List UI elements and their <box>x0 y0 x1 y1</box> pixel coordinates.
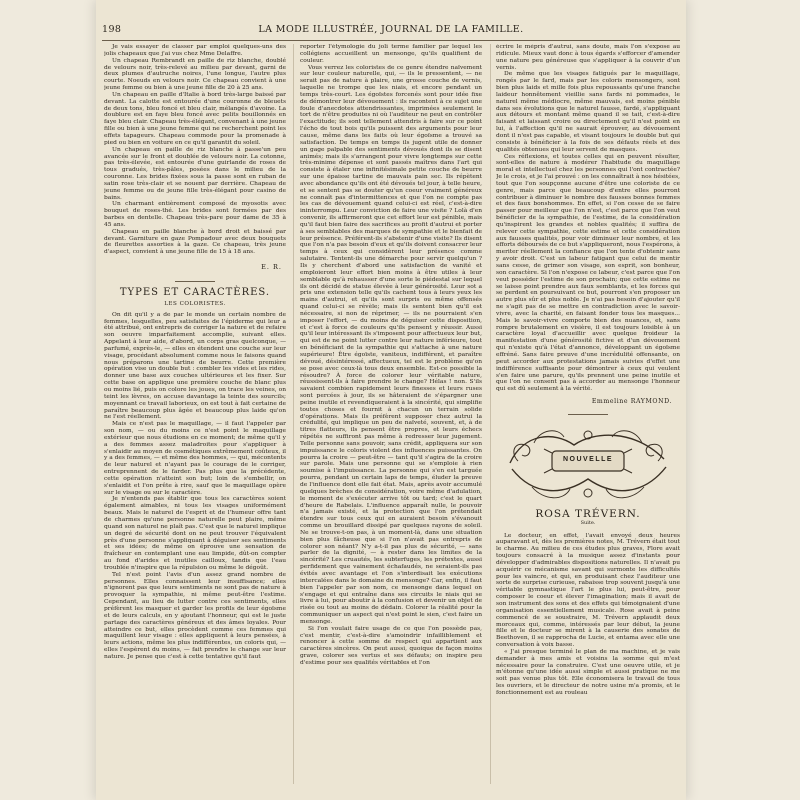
paragraph: Un charmant entièrement composé de myosotis avec bouquet de roses-thé. Les brides sont formées par des barbes en dentelle. Chapeau très-pare pour dame de 35 à 45 ans. <box>104 201 286 228</box>
header-rule <box>102 40 680 41</box>
paragraph: écrire le mépris d'autrui, sans doute, mais l'on s'expose au ridicule. Mieux vaut donc à tous égards s'efforcer d'amender une nature peu généreuse que s'appliquer à la couvrir d'un vernis. <box>496 44 680 71</box>
section-title: TYPES ET CARACTÈRES. <box>119 287 271 298</box>
paragraph: Un chapeau en paille de riz blanche à passe'un peu avancée sur le front et doublée de velours noir. La cotonne, pas très-élevée, est entourée d'une guirlande de roses de tous gradués, très-pâles, posées dans le milieu de la couronne. Les brides fixées sous la passe sont en ruban de satin rose très-clair et se nouent par derrière. Chapeau de jeune femme ou de jeune fille très-élégant pour casino de bains. <box>104 146 286 201</box>
nouvelle-ornament <box>504 423 672 505</box>
journal-title: LA MODE ILLUSTRÉE, JOURNAL DE LA FAMILLE. <box>258 24 524 35</box>
paragraph: Vous verrez les coloristes de ce genre étendre naïvement sur leur couleur naturelle, qui, — ils le pressentent, — ne serait pas de nature à plaire, une grosse couche de vernis, laquelle ne trompe que les niais, et encore pendant un temps très-court. Les égoïstes forcenés sont pour idée fixe de démontrer leur dévouement : ils racontent à ce sujet une foule d'anecdotes attendrissantes, imprimées seulement le tort de n'être produites ni où l'auditeur ne peut en contrôler l'exactitude; ils sont tellement attendris à faire sur ce point l'écho de tout bois qu'ils puissent des arguments pour leur cause, même dans les faits où leur égoïsme a trouvé sa satisfaction. De temps en temps ils jugent utile de donner un gage palpable des sentiments dévoués dont ils se disent animés; mais ils s'arrangent pour vivre longtemps sur cette très-minime dépense et sont passés maîtres dans l'art qui consiste à étaler une infinitésimale petite couche de beurre sur une épaisse tartine de mauvais pain sec. Ils répètent avec abondance qu'ils ont été dévoués tel jour, à telle heure, et se sentent pas se douter qu'un coeur vraiment généreux ne connaît pas d'intermittences et que l'on ne compte pas les cas de dévouement quand celui-ci est réel, c'est-à-dire ininterrompu. Leur conviction de faire une visite ? Lolà d'en convenir, ils affirmeront que cet effort leur est pénible, mais qu'il faut bien faire des sacrifices au profit d'autrui et porter à ses semblables des marques de sympathie et le bienfait de leur présence. Préférent-ils s'abstenir d'une visite? Ils disent que l'on n'a pas besoin d'eux et qu'ils doivent consacrer leur temps à ceux qui considèrent leur présence comme salutaire. Tentent-ils une démarche pour servir quelqu'un ? Ils y cherchent d'abord une satisfaction de vanité et emploieront leur effort bien moins à être utiles à leur semblable qu'à rehausser d'une sorte le piédestal sur lequel ils ont décidé de statue élevée à leur générosité. Leur sot a pris une extension telle qu'ils cachent tous à leurs yeux les mains d'autrui, et qu'ils sont surpris ou même offensés quand celui-ci se révèle; mais ils sentent bien qu'il est nécessaire, si non de réprimer, — ils ne pourraient s'en imposer l'effort, — du moins de déguiser cette disposition, et c'est à force de couleurs qu'ils pensent y réussir. Aussi qu'il leur intéressant ils s'imposent pour affectueux leur but, qui est de ne point lutter contre leur nature inférieure, tout en bénéficiant de la sympathie qui s'attache à une nature supérieure! Être égoïste, vaniteux, indifférent, et paraître dévoué, désintéressé, affectueux, tel est le problème qu'on se pose avec ceux-là tous deux ensemble. Est-ce possible la résoudre? À force de colorer leur véritable nature, réussissent-ils à faire prendre le change? Hélas ! non. S'ils savaient combien rapidement leurs finesses et leurs ruses sont percées à jour, ils se hâteraient de s'épargner une peine inutile et revendiqueraient à la sincérité, qui simplifie toutes choses et fournit à chacun un terrain solide d'opérations. Mais ils préfèrent supposer chez autrui la crédulité, qui implique un peu de naïveté, souvent, et, à de titres flatteurs, ils pensent être propres, et leurs échecs répétés ne suffiront pas même à redresser leur jugement. Telle personne sans pouvoir, sans crédit, appliquera sur son impuissance le coloris violent des influences puissantes. On pourra la croire — peut-être — tant qu'il s'agira de la croire sur parole. Mais une personne qui se s'emploie à rien soumise à l'impuissance. La personne qui s'en est targuée pourra, pendant un certain laps de temps, éluder la preuve de l'influence dont elle fait état. Mais, après avoir accumulé quelques brèches de considération, voire même d'adulation, le moment de s'exécuter arrive tôt ou tard; c'est le quart d'heure de Rabelais. L'influence apparaît nulle, le pouvoir n'a jamais existé, et la protection que l'on prétendait étendre sur tous ceux qui en auraient besoin s'évanouit comme un brouillard dissipé par quelques rayons de soleil. Ne se trouve-t-on pas, à un moment-là, dans une situation bien plus fâcheuse que si l'on n'avait pas entrepris de colorer son néant? N'y a-t-il pas plus de sécurité, — sans parler de la dignité, — à rester dans les limites de la sincérité? Les cruautés, les subterfuges, les prétextes, aussi perfidement que vainement échafaudés, ne seraient-ils pas évités avec avantage et l'on s'interdisait les exécutions intercalées dans le domaine du mensonge? Car, enfin, il faut bien l'appeler par son nom, ce mensonge dans lequel on s'engage et qui entraîne dans ses circuits le niais qui se livre à lui, pour aboutir à la confusion et devenir un objet de risée ou tout au moins de dédain. Colorer la réalité pour la communiquer un aspect qui n'est point le sien, c'est faire un mensonge. <box>300 64 482 625</box>
paragraph: « J'ai presque terminé le plan de ma machine, et je vais demander à mes amis et voisins la somme qui m'est nécessaire pour la construire. C'est une oeuvre utile, et je m'étonne qu'une idée aussi simple et aussi pratique ne me soit pas venue plus tôt. Elle économisera le travail de tous les ouvriers, et le directeur de notre usine m'a promis, et le fonctionnement est au rouleau <box>496 648 680 696</box>
paragraph: Un chapeau Rembrandt en paille de riz blanche, doublé de velours noir, très-relevé au milieu par devant, garni de deux plumes d'autruche noires, l'une longue, l'autre plus courte. Noeuds en velours noir. Ce chapeau convient à une jeune femme ou bien à une jeune fille de 20 à 25 ans. <box>104 57 286 92</box>
paragraph: Je n'entends pas établir que tous les caractères soient également aimables, ni tous les visages uniformément beaux. Mais le naturel de l'esprit et de l'humeur offre tant de charmes qu'une personne naturelle peut plaire, même quand son naturel ne plaît pas. C'est que le naturel implique un degré de sécurité dont on ne peut trouver l'équivalent près d'une personne s'appliquant à déguiser ses sentiments et ses idées; de même on éprouve une sensation de fraîcheur en contemplant une eau limpide, dût-on compter au fond d'arides et inutiles cailloux, tandis que l'eau troublée n'inspire que la répulsion ou même le dégoût. <box>104 496 286 571</box>
section-subtitle: LES COLORISTES. <box>164 300 226 307</box>
column-2 <box>300 44 482 788</box>
paragraph: Si l'on voulait faire usage de ce que l'on possède pas, c'est mentir, c'est-à-dire s'amoindrir infailliblement et renoncer à cette somme de respect qui appartient aux caractères sincères. On peut aussi, quoique de façon moins grave, colorer ses vertus et ses défauts; on inspire peu d'estime pour ses qualités véritables et l'on <box>300 625 482 666</box>
separator-rule <box>175 281 215 282</box>
paragraph: De même que les visages fatigués par le maquillage, rongés par le fard, mais par les coloris mensongers, sont bien plus laids et mille fois plus repoussants qu'une franche laideur honnêtement vieillie sans fards ni pommades, le naturel même médiocre, même mauvais, est moins pénible dans ses évolutions que le naturel fausse, fardé, s'appliquant aux détours et montant même quand il se tait, c'est-à-dire faisant et laissant croire ou directement qu'il n'est point en lui, à l'affection qu'il ne saurait éprouver, au dévouement dont il n'est pas capable, et visant toujours le double but qui consiste à bénéficier à la fois de ses défauts réels et des qualités obtenues qui leur servent de masques. <box>496 71 680 153</box>
separator-rule <box>568 414 608 415</box>
newspaper-page <box>96 0 686 800</box>
column-3 <box>496 44 680 788</box>
page-header <box>102 24 680 38</box>
paragraph: On dit qu'il y a de par le monde un certain nombre de femmes, lesquelles, peu satisfaites de l'épiderme qui leur a été attribué, ont entrepris de corriger la nature et de refaire son oeuvre imparfaitement accomplie, suivant elles. Appelant à leur aide, d'abord, un corps gras quelconque, — parfumé, exprès-le, — elles en étendent une couche sur leur visage, procédant absolument comme nous le faisons quand nous préparons une tartine de beurre. Cette première opération vise un double but : combler les vides et les rides, donner une base aux couches ultérieures et les fixer. Sur cette base on applique une première couche de blanc plus ou moins lié, puis on colore les joues, on trace les veines, on teint les lèvres, on accuse davantage la teinte des sourcils; moyennant ce travail laborieux, on est tout à fait certaine de paraître beaucoup plus âgée et beaucoup plus laide qu'on ne l'est réellement. <box>104 311 286 421</box>
page-number: 198 <box>102 24 122 35</box>
paragraph: Chapeau en paille blanche à bord droit et baissé par devant. Garniture en gaze Pompadour avec deux bouquets de fleurettes assorties à la gaze. Ce chapeau, très jeune d'aspect, convient à une jeune fille de 15 à 18 ans. <box>104 228 286 256</box>
ornament-label: NOUVELLE <box>562 455 614 463</box>
author-signature: Emmeline RAYMOND. <box>591 398 672 406</box>
paragraph: reporter l'étymologie du joli terme familier par lequel les collégiens accueillent un mensonge, qu'ils qualifient de couleur. <box>300 44 482 64</box>
paragraph: Mais ce n'est pas le maquillage, — il faut l'appeler par son nom, — ou du moins ce n'est point le maquillage extérieur que nous étudions en ce moment; de même qu'il y a des femmes assez maladroites pour s'appliquer à s'enlaidir au moyen de cosmétiques extrêmement coûteux, il y a des femmes, — et même des hommes, — qui, mécontents de leur naturel et n'ayant pas le courage de le corriger, entreprennent de le farder. Pas plus que la précédente, cette opération n'atteint son but; loin de s'embellir, on s'enlaidit et l'on prête à rire, sauf que le maquillage opère sur le visage ou sur le caractère. <box>104 421 286 496</box>
paragraph: Tel n'est point l'avis d'un assez grand nombre de personnes. Elles connaissent leur insuffisance; elles n'ignorent pas que leurs sentiments ne sont pas de nature à provoquer la sympathie, ni même peut-être l'estime. Cependant, au lieu de lutter contre ces sentiments, elles préfèrent les masquer et garder les profils de leur égoïsme et de leurs calculs, en y ajoutant l'honneur, qui est le juste partage des caractères généreux et des âmes loyales. Pour atteindre ce but, elles procèdent comme ces femmes qui maquillent leur visage : elles appliquent à leurs pensées, à leurs actions, même les plus indifférentes, un coloris qui, — elles l'espèrent du moins, — fait prendre le change sur leur nature. Je pense que c'est à cette tentative qu'il faut <box>104 571 286 660</box>
paragraph: Un chapeau en paille d'Italie à bord très-large baissé par devant. La calotte est entourée d'une couronne de bleuets de deux tons, bleu foncé et bleu clair, mélangés d'avoine. La doublure est en faye bleu foncé avec pelits bouillonnés en faye bleu clair. Chapeau très-élégant, convenant à une jeune fille ou bien à une jeune femme qui ne recherchent point les effets tapageurs. Chapeau commode pour la promenade à pied ou bien en voiture en ce qu'il garantit du soleil. <box>104 91 286 146</box>
paragraph: Le docteur, en effet, l'avait envoyé deux heures auparavant et, dès les premières notes, M. Trévern était tout le charme. Au milieu de ces études plus graves, Flore avait toujours consacré à la musique assez d'instants pour développer d'admirables dispositions naturelles. Il n'avait pu acquérir ce mécanisme savant qui surmonte les difficultés pour les vaincre, et qui, en produisant chez l'auditeur une sorte de surprise curieuse, rabaisse trop souvent jusqu'à une véritable gymnastique l'art le plus lui, peut-être, pour composer le coeur et élever l'imagination; mais il avait de son instrument des sons et des effets qui témoignaient d'une organisation essentiellement musicale. Rose avait à peine commencé de se soustraire, M. Trévern applaudit deux morceaux qui, comme, intéressés par leur début, la jeune fille et le docteur se mirent à la causerie des sonates de Beethoven, il se rapprocha de Lucie, et entama avec elle une conversation à voix basse. <box>496 532 680 649</box>
column-divider <box>490 44 491 784</box>
column-1 <box>104 44 286 788</box>
story-title: ROSA TRÉVERN. <box>535 507 641 520</box>
story-subtitle: Suite. <box>580 519 596 526</box>
column-divider <box>293 44 294 784</box>
paragraph: Ces réflexions, et toutes celles qui en peuvent résulter, sont-elles de nature à modérer l'habitude du maquillage moral et intellectuel chez les personnes qui l'ont contractée? Je le crois, et je l'ai prouvé : on les connaîtrait à nos hésitées, tout que l'on soupçonne aucune d'être une coloriste de ce genre, mais parce que beaucoup d'entre elles pourront contribuer à diminuer le nombre des fausses bonnes femmes et des faux bonshommes. En effet, si l'on cesse de se faire passer pour meilleur que l'on n'est, c'est parce que l'on veut bénéficier de la sympathie, de l'estime, de la considération qu'inspirent les grandes et nobles qualités; il suffira de relever cette sympathie, cette estime et cette considération aux fausses qualités, pour voir diminuer leur nombre, et les efforts déboursés de ce but s'appliqueront, nous l'espérons, à meriter réellement la confiance que l'on tente d'obtenir sans y avoir droit. C'est un labeur fatigant que celui de mentir sans cesse, de grimer son visage, son esprit, son bonheur, son caractère. Si l'on n'expose ce labeur, c'est parce que l'on veut posséder l'estime de son prochain; que cette estime ne se laisse point prendre aux faux semblants, et les forces qui se perdent en poursuivant ce but, pourront s'en proposer un autre plus sûr et plus noble. Je n'ai pas besoin d'ajouter qu'il ne s'agit pas de se mettre en contradiction avec le savoir-vivre, avec la charité, en faisant fonder tous les masques... Mais le savoir-vivre comporte bien des nuances, et, sans rompre brutalement en visière, il est toujours loisible à un caractère loyal d'accueillir avec quelque froideur la manifestation d'une générosité fictive et d'un dévouement qui n'existe qu'à l'état d'annonce, développant un égoïsme effréné. Sans faire preuve d'une incrédulité offensante, on peut accorder aux protestations jamais suivies d'effet une indifférence suffisante pour démontrer à ceux qui veulent s'en faire une parure, qu'ils prennent une peine inutile et que l'on ne consent pas à accorder au mensonge l'honneur qui est dû seulement à la vérité. <box>496 153 680 393</box>
paragraph: Je vais essayer de classer par emploi quelques-uns des jolis chapeaux que j'ai vus chez Mme Delaffre. <box>104 44 286 57</box>
signature-initials: E. R. <box>261 263 282 272</box>
